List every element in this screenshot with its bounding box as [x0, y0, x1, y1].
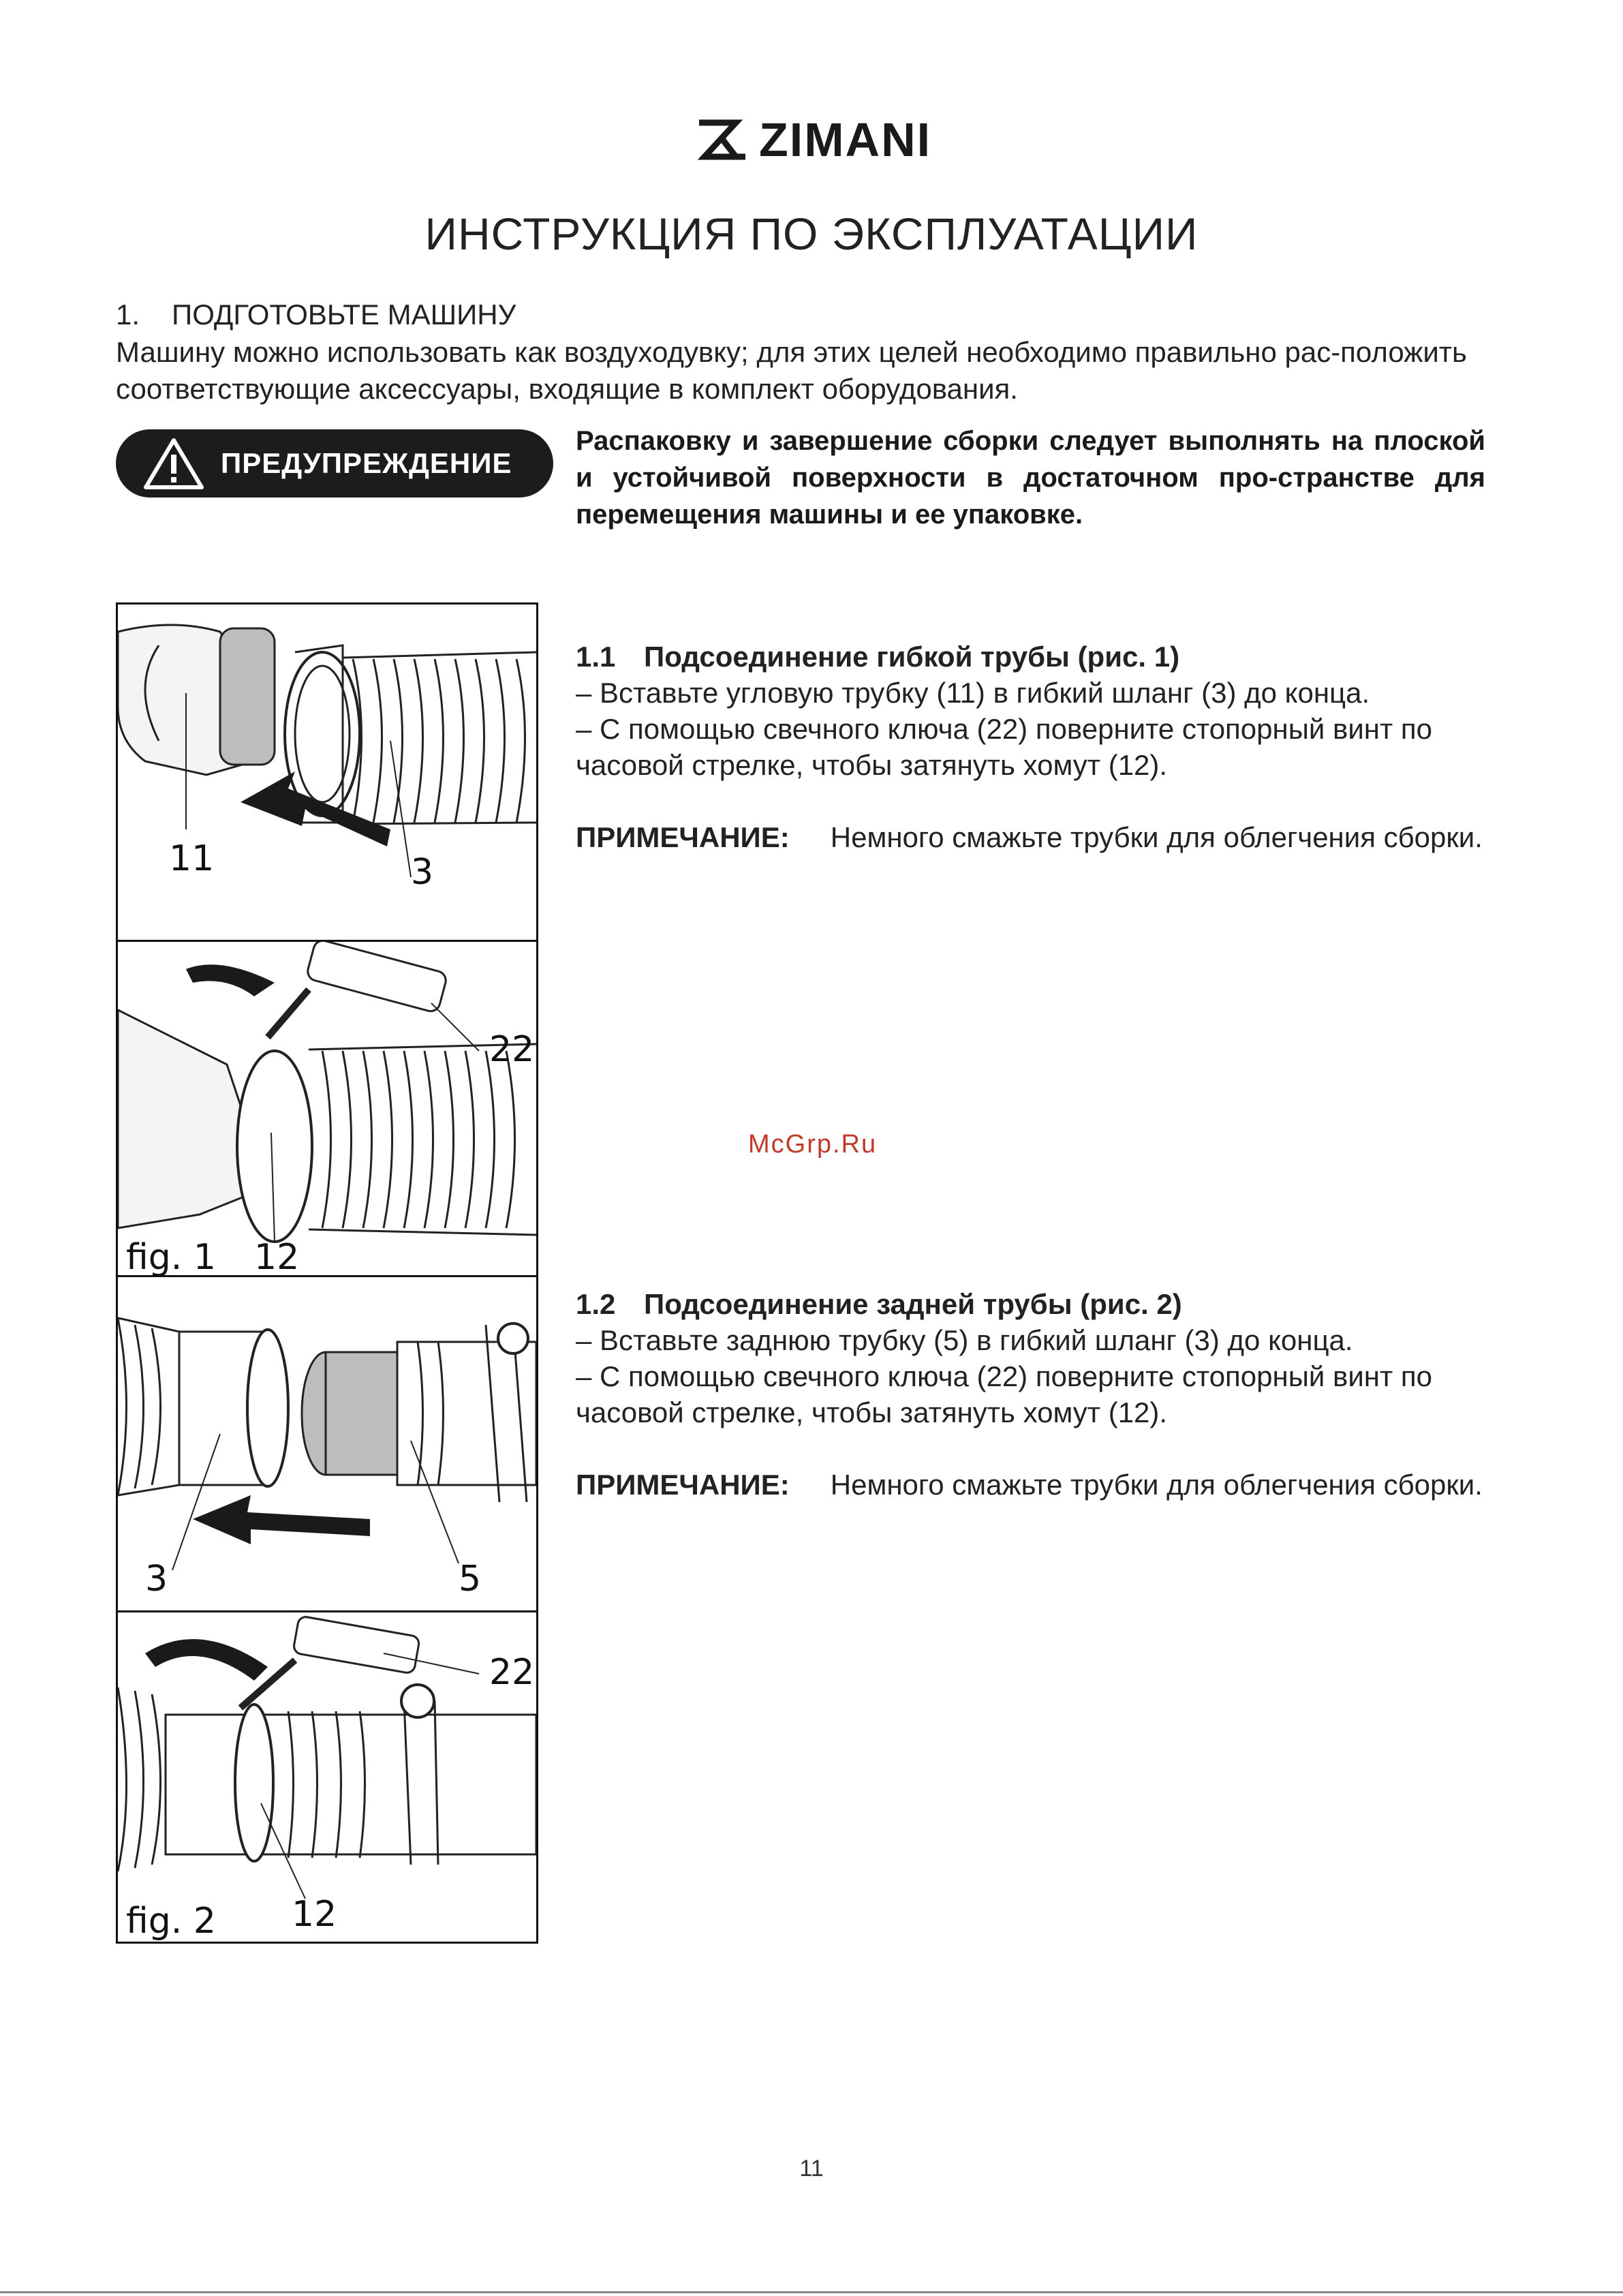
subsection-1-1-step-1: – Вставьте угловую трубку (11) в гибкий шланг (3) до конца.	[576, 677, 1370, 709]
note-label: ПРИМЕЧАНИЕ:	[576, 821, 790, 853]
figure-panel-2	[118, 940, 536, 1277]
hose-connection-illustration	[118, 604, 536, 940]
section-intro: Машину можно использовать как воздуходувку; для этих целей необходимо правильно рас-положить соответствующие аксессуары, входящие в комплект оборудования.	[116, 336, 1467, 405]
fig-2-caption: fig. 2	[126, 1901, 216, 1942]
subsection-1-2-title	[576, 1286, 1485, 1322]
watermark: McGrp.Ru	[748, 1130, 878, 1159]
subsection-1-2-note	[576, 1467, 1485, 1503]
figure-panel-4	[118, 1610, 536, 1948]
warning-triangle-icon	[143, 437, 204, 490]
bottom-rule	[0, 2291, 1623, 2293]
fig-label-3b: 3	[145, 1559, 168, 1599]
warning-text: Распаковку и завершение сборки следует выполнять на плоской и устойчивой поверхности в достаточном про-странстве для перемещения машины и ее упаковке.	[576, 426, 1485, 530]
note-label-2: ПРИМЕЧАНИЕ:	[576, 1469, 790, 1501]
clamp-tightening-illustration	[118, 942, 536, 1277]
subsection-1-1-number: 1.1	[576, 641, 616, 673]
figures-column	[116, 602, 538, 1944]
warning-label: ПРЕДУПРЕЖДЕНИЕ	[221, 447, 512, 479]
brand-logo	[695, 112, 931, 167]
page-title: ИНСТРУКЦИЯ ПО ЭКСПЛУАТАЦИИ	[424, 209, 1199, 259]
fig-label-11: 11	[169, 838, 215, 879]
subsection-1-2-number: 1.2	[576, 1288, 616, 1320]
fig-label-5: 5	[459, 1559, 482, 1599]
rear-clamp-tightening-illustration	[118, 1612, 536, 1948]
subsection-1-2	[576, 1286, 1485, 1503]
figure-panel-3	[118, 1275, 536, 1612]
subsection-1-2-heading: Подсоединение задней трубы (рис. 2)	[644, 1288, 1182, 1320]
subsection-1-1-title	[576, 639, 1485, 675]
page-number: 11	[799, 2156, 824, 2182]
subsection-1-2-step-1: – Вставьте заднюю трубку (5) в гибкий шланг (3) до конца.	[576, 1324, 1353, 1356]
subsection-1-2-step-2: – С помощью свечного ключа (22) поверните стопорный винт по часовой стрелке, чтобы затянуть хомут (12).	[576, 1360, 1433, 1428]
warning-badge	[116, 429, 553, 498]
figure-panel-1	[118, 604, 536, 940]
section-title: ПОДГОТОВЬТЕ МАШИНУ	[172, 299, 516, 331]
note-text-2: Немного смажьте трубки для облегчения сборки.	[830, 1469, 1483, 1501]
fig-label-22: 22	[489, 1029, 535, 1070]
fig-label-3: 3	[411, 852, 434, 893]
subsection-1-1-note	[576, 819, 1485, 855]
section-heading	[116, 299, 516, 331]
rear-tube-illustration	[118, 1277, 536, 1612]
fig-label-12b: 12	[292, 1894, 337, 1935]
subsection-1-1-step-2: – С помощью свечного ключа (22) поверните стопорный винт по часовой стрелке, чтобы затянуть хомут (12).	[576, 713, 1433, 781]
fig-1-caption: fig. 1	[126, 1237, 216, 1277]
section-number: 1.	[116, 299, 140, 331]
logo-text: ZIMANI	[759, 113, 932, 166]
subsection-1-1-heading: Подсоединение гибкой трубы (рис. 1)	[644, 641, 1180, 673]
fig-label-22b: 22	[489, 1652, 535, 1693]
subsection-1-1	[576, 639, 1485, 855]
fig-label-12: 12	[254, 1237, 300, 1277]
zimani-logo-icon	[695, 119, 749, 161]
note-text: Немного смажьте трубки для облегчения сборки.	[830, 821, 1483, 853]
